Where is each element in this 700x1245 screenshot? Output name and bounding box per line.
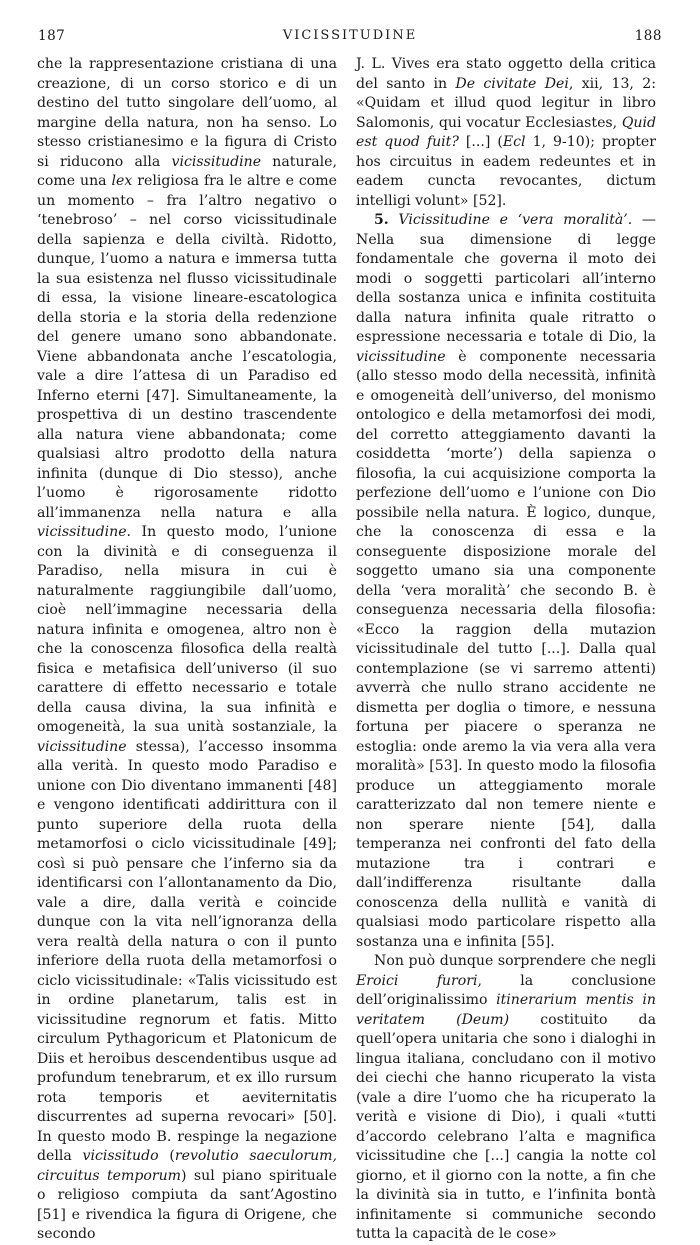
text-run: — Nella sua dimensione di legge fondamentale che governa il moto dei modi o soggetti particolari all’interno della sostanza unica e infinita costituita dalla natura infinita quale ritratto o espressione necessaria e totale di Dio, la [356, 212, 657, 345]
page-number-right: 188 [634, 28, 662, 44]
italic-text-run: vicissitudine [37, 524, 127, 540]
section-5-body [356, 212, 656, 950]
italic-text-run: Eroici furori [356, 972, 478, 989]
text-run: [...] ( [458, 134, 503, 150]
right-paragraph-3 [356, 952, 656, 1245]
text-run: Non può dunque sorprendere che negli [374, 953, 656, 969]
text-run: costituito da quell’opera unitaria che sono i dialoghi in lingua italiana, concludano con il motivo dei ciechi che hanno ricuperato la vista (vale a dire l’uomo che ha ricuperato la verità e visione di Dio), i quali «tutti d’accordo celebrano l’alta e magnifica vicissitudine che [...] cangia la notte col giorno, et il giorno con la notte, a fin che la divinità sia in tutto, e l’infinita bontà infinitamente si communiche secondo tutta la capacità de le cose» [356, 1011, 656, 1242]
italic-text-run: lex [111, 173, 133, 189]
left-column [37, 55, 337, 1245]
text-run: . In questo modo, l’unione con la divinità e di conseguenza il Paradiso, nella misura in cui è naturalmente raggiungibile dall’uomo, cioè nell’immagine necessaria della natura infinita e omogenea, altro non è che la conoscenza filosofica della realtà fisica e metafisica dell’universo (il suo carattere di effetto necessario e totale della causa divina, la sua infinità e omogeneità, la sua unità sostanziale, la [37, 524, 337, 735]
text-run: , la conclusione dell’originalissimo [356, 972, 656, 1008]
text-run: , xii, 13, 2: «Quidam et illud quod legitur in libro Salomonis, qui vocatur Ecclesiastes, [356, 75, 656, 131]
italic-text-run: vicissitudine [37, 738, 127, 755]
text-run: ) sul piano spirituale o religioso compiuta da sant’Agostino [51] e rivendica la figura di Origene, che secondo [37, 1167, 337, 1242]
italic-text-run: vicissitudo [82, 1148, 159, 1164]
text-run: è componente necessaria (allo stesso modo della necessità, infinità e omogeneità dell’universo, del monismo ontologico e della metamorfosi dei modi, del corretto atteggiamento davanti la cosiddetta ‘morte’) della sapienza o filosofia, la cui acquisizione comporta la perfezione dell’uomo e l’unione con Dio possibile nella natura. È logico, dunque, che la conoscenza di essa e la conseguente disposizione morale del soggetto umano sia una componente della ‘vera moralità’ che secondo B. è conseguenza necessaria della filosofia: «Ecco la raggion della mutazion vicissitudinale del tutto [...]. Dalla qual contemplazione (se vi sarremo attenti) avverrà che nullo strano accidente ne dismetta per doglia o timore, e nessuna fortuna per piacere o speranza ne estoglia: onde aremo la via vera alla vera moralità» [53]. In questo modo la filosofia produce un atteggiamento morale caratterizzato dal non temere niente e non sperare niente [54], dalla temperanza nei confronti del fato della mutazione tra i contrari e dall’indifferenza risultante dalla conoscenza della nullità e vanità di qualsiasi modo particolare rispetto alla sostanza una e infinita [55]. [356, 348, 656, 950]
text-run: che la rappresentazione cristiana di una creazione, di un corso storico e di un destino del tutto singolare dell’uomo, al margine della natura, non ha senso. Lo stesso cristianesimo e la figura di Cristo si riducono alla [37, 56, 337, 170]
left-paragraph-1 [37, 55, 337, 1245]
section-title: Vicissitudine e ‘vera moralità’. [398, 212, 633, 228]
right-column [356, 55, 656, 1245]
italic-text-run: itinerarium mentis in veritatem (Deum) [356, 992, 656, 1028]
text-run: naturale, come una [37, 153, 337, 189]
italic-text-run: revolutio saeculorum, circuitus temporum [37, 1148, 337, 1184]
italic-text-run: Quid est quod fuit? [356, 114, 656, 150]
italic-text-run: De civitate Dei [455, 75, 569, 92]
section-number: 5. [374, 212, 389, 228]
text-run: ( [158, 1148, 175, 1164]
running-title: VICISSITUDINE [282, 28, 418, 43]
text-run: J. L. Vives era stato oggetto della critica del santo in [356, 56, 656, 92]
page-header [38, 28, 662, 52]
page-number-left: 187 [38, 28, 66, 44]
italic-text-run: vicissitudine [356, 348, 446, 365]
italic-text-run: Ecl [502, 134, 526, 150]
text-run: 1, 9-10); propter hos circuitus in eadem redeuntes et in eadem cuncta revocantes, dictum intelligi volunt» [52]. [356, 134, 656, 209]
text-run: religiosa fra le altre e come un momento – fra l’altro negativo o ‘tenebroso’ – nel corso vicissitudinale della sapienza e della civiltà. Ridotto, dunque, l’uomo a natura e immersa tutta la sua esistenza nel flusso vicissitudinale di essa, la visione lineare-escatologica della storia e la storia della redenzione del genere umano sono abbandonate. Viene abbandonata anche l’escatologia, vale a dire l’attesa di un Paradiso ed Inferno eterni [47]. Simultaneamente, la prospettiva di un destino trascendente alla natura viene abbandonata; come qualsiasi altro prodotto della natura infinita (dunque di Dio stesso), anche l’uomo è rigorosamente ridotto all’immanenza nella natura e alla [37, 173, 337, 521]
section-5-paragraph [356, 211, 656, 952]
italic-text-run: vicissitudine [171, 153, 262, 170]
text-run: stessa), l’accesso insomma alla verità. In questo modo Paradiso e unione con Dio diventano immanenti [48] e vengono identificati addirittura con il punto superiore della ruota della metamorfosi o ciclo vicissitudinale [49]; così si può pensare che l’inferno sia da identificarsi con l’allontanamento da Dio, vale a dire, dalla verità e coincide dunque con la vita nell’ignoranza della vera realtà della natura o con il punto inferiore della ruota della metamorfosi o ciclo vicissitudinale: «Talis vicissitudo est in ordine planetarum, talis est in vicissitudine regnorum et fatis. Mitto circulum Pythagoricum et Platonicum de Diis et heroibus descendentibus usque ad profundum tenebrarum, et ex illo rursum rota temporis et aeviternitatis discurrentes ad superna revocari» [50]. In questo modo B. respinge la negazione della [37, 738, 337, 1164]
right-paragraph-1 [356, 55, 656, 211]
